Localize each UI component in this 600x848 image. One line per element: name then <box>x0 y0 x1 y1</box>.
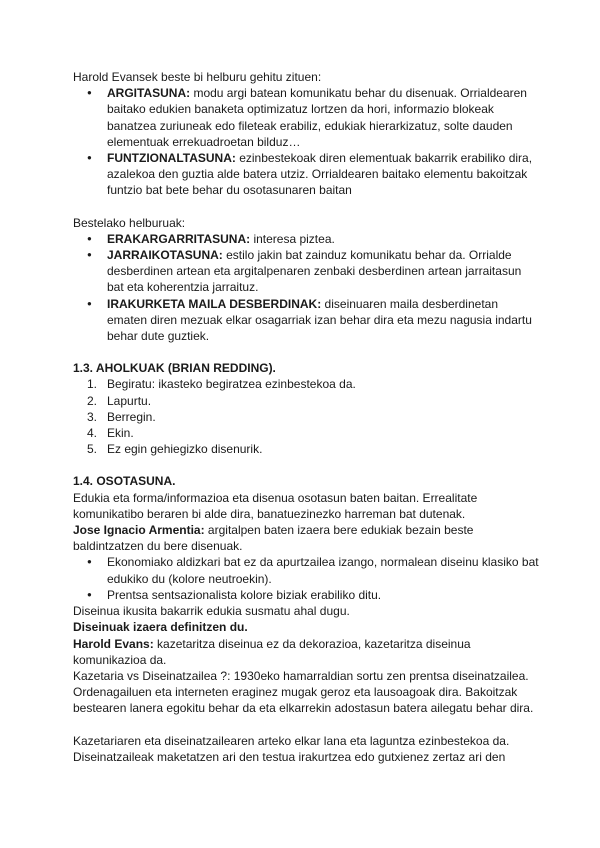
paragraph: Kazetariaren eta diseinatzailearen arteko elkar lana eta laguntza ezinbestekoa da. Diseinatzaileak maketatzen ari den testua irakurtzea edo gutxienez zertaz ari den <box>73 733 510 764</box>
advice-list <box>73 376 540 457</box>
quote-author: Harold Evans: <box>73 636 154 651</box>
quote-author: Jose Ignacio Armentia: <box>73 523 205 538</box>
item-text: Lapurtu. <box>107 393 152 408</box>
goal-item-attractiveness <box>107 231 540 247</box>
goal-term: FUNTZIONALTASUNA: <box>107 151 236 166</box>
goal-text: modu argi batean komunikatu behar du disenuak. Orrialdearen baitako edukien banaketa optimizatuz lortzen da hori, informazio blokeak banatzea zuriuneak edo fileteak erabiliz, edukiak hierarkizatuz, solte dauden elementuak errekuadroetan bilduz… <box>107 86 527 149</box>
goal-text: estilo jakin bat zainduz komunikatu behar da. Orrialde desberdinen artean eta argitalpenaren zenbaki desberdinen artean jarraitasun bat eta koherentzia jarraituz. <box>107 248 522 295</box>
goal-item-clarity <box>107 85 540 150</box>
goal-text: diseinuaren maila desberdinetan ematen diren mezuak elkar osagarriak izan behar dira eta mezu nagusia indartu behar dute guztiek. <box>107 296 532 344</box>
paragraph: Diseinua ikusita bakarrik edukia susmatu ahal dugu. <box>73 604 350 619</box>
list-item <box>87 441 540 457</box>
item-text: Ez egin gehiegizko disenurik. <box>107 442 263 457</box>
section-heading-advice: 1.3. AHOLKUAK (BRIAN REDDING). <box>73 361 276 376</box>
goal-term: ERAKARGARRITASUNA: <box>107 231 251 246</box>
goals-list <box>73 85 540 198</box>
quote-text: kazetaritza diseinua ez da dekorazioa, kazetaritza diseinua komunikazioa da. <box>73 636 471 667</box>
subheading: Diseinuak izaera definitzen du. <box>73 620 248 635</box>
list-item <box>87 393 540 409</box>
goal-term: IRAKURKETA MAILA DESBERDINAK: <box>107 296 322 311</box>
item-number: 3. <box>87 409 98 424</box>
item-number: 2. <box>87 393 98 408</box>
list-item: ● Prentsa sentsazionalista kolore biziak erabiliko ditu. <box>107 587 540 603</box>
item-text: Ekin. <box>107 426 134 441</box>
list-item <box>87 376 540 392</box>
intro-text: Harold Evansek beste bi helburu gehitu zituen: <box>73 70 322 84</box>
goal-text: ezinbestekoak diren elementuak bakarrik erabiliko dira, azalekoa den guztia alde batera utziz. Orrialdearen baitako elementu bakoitzak funtzio bat bete behar du osotasunaren baitan <box>107 151 533 198</box>
goal-item-continuity <box>107 247 540 296</box>
item-number: 1. <box>87 377 98 392</box>
list-item <box>87 425 540 441</box>
quote-armentia <box>73 522 540 554</box>
paragraph: Kazetaria vs Diseinatzailea ?: 1930eko hamarraldian sortu zen prentsa diseinatzailea. Ordenagailuen eta interneten eraginez mugak geroz eta lausoagoak dira. Bakoitzak bestearen lanera egokitu behar da eta elkarrekin adostasun batera ailegatu behar dira. <box>73 668 534 716</box>
list-item <box>87 409 540 425</box>
item-number: 5. <box>87 442 98 457</box>
item-number: 4. <box>87 426 98 441</box>
paragraph: Edukia eta forma/informazioa eta disenua osotasun baten baitan. Errealitate komunikatibo beraren bi alde dira, banatuezinezko harreman bat dutenak. <box>73 490 478 521</box>
other-goals-intro: Bestelako helburuak: <box>73 215 186 230</box>
goal-term: ARGITASUNA: <box>107 86 191 101</box>
goal-item-reading-levels <box>107 296 540 345</box>
examples-list <box>73 554 540 603</box>
quote-text: argitalpen baten izaera bere edukiak bezain beste baldintzatzen du bere disenuak. <box>73 523 474 554</box>
goal-term: JARRAIKOTASUNA: <box>107 248 223 263</box>
other-goals-list <box>73 231 540 344</box>
item-text: Berregin. <box>107 409 156 424</box>
quote-evans <box>73 636 540 668</box>
goal-text: interesa piztea. <box>250 231 335 246</box>
section-heading-totality: 1.4. OSOTASUNA. <box>73 474 176 489</box>
list-item: ● Ekonomiako aldizkari bat ez da apurtzailea izango, normalean diseinu klasiko bat edukiko du (kolore neutroekin). <box>107 554 540 586</box>
item-text: Begiratu: ikasteko begiratzea ezinbestekoa da. <box>107 377 356 392</box>
goal-item-functionality <box>107 150 540 199</box>
